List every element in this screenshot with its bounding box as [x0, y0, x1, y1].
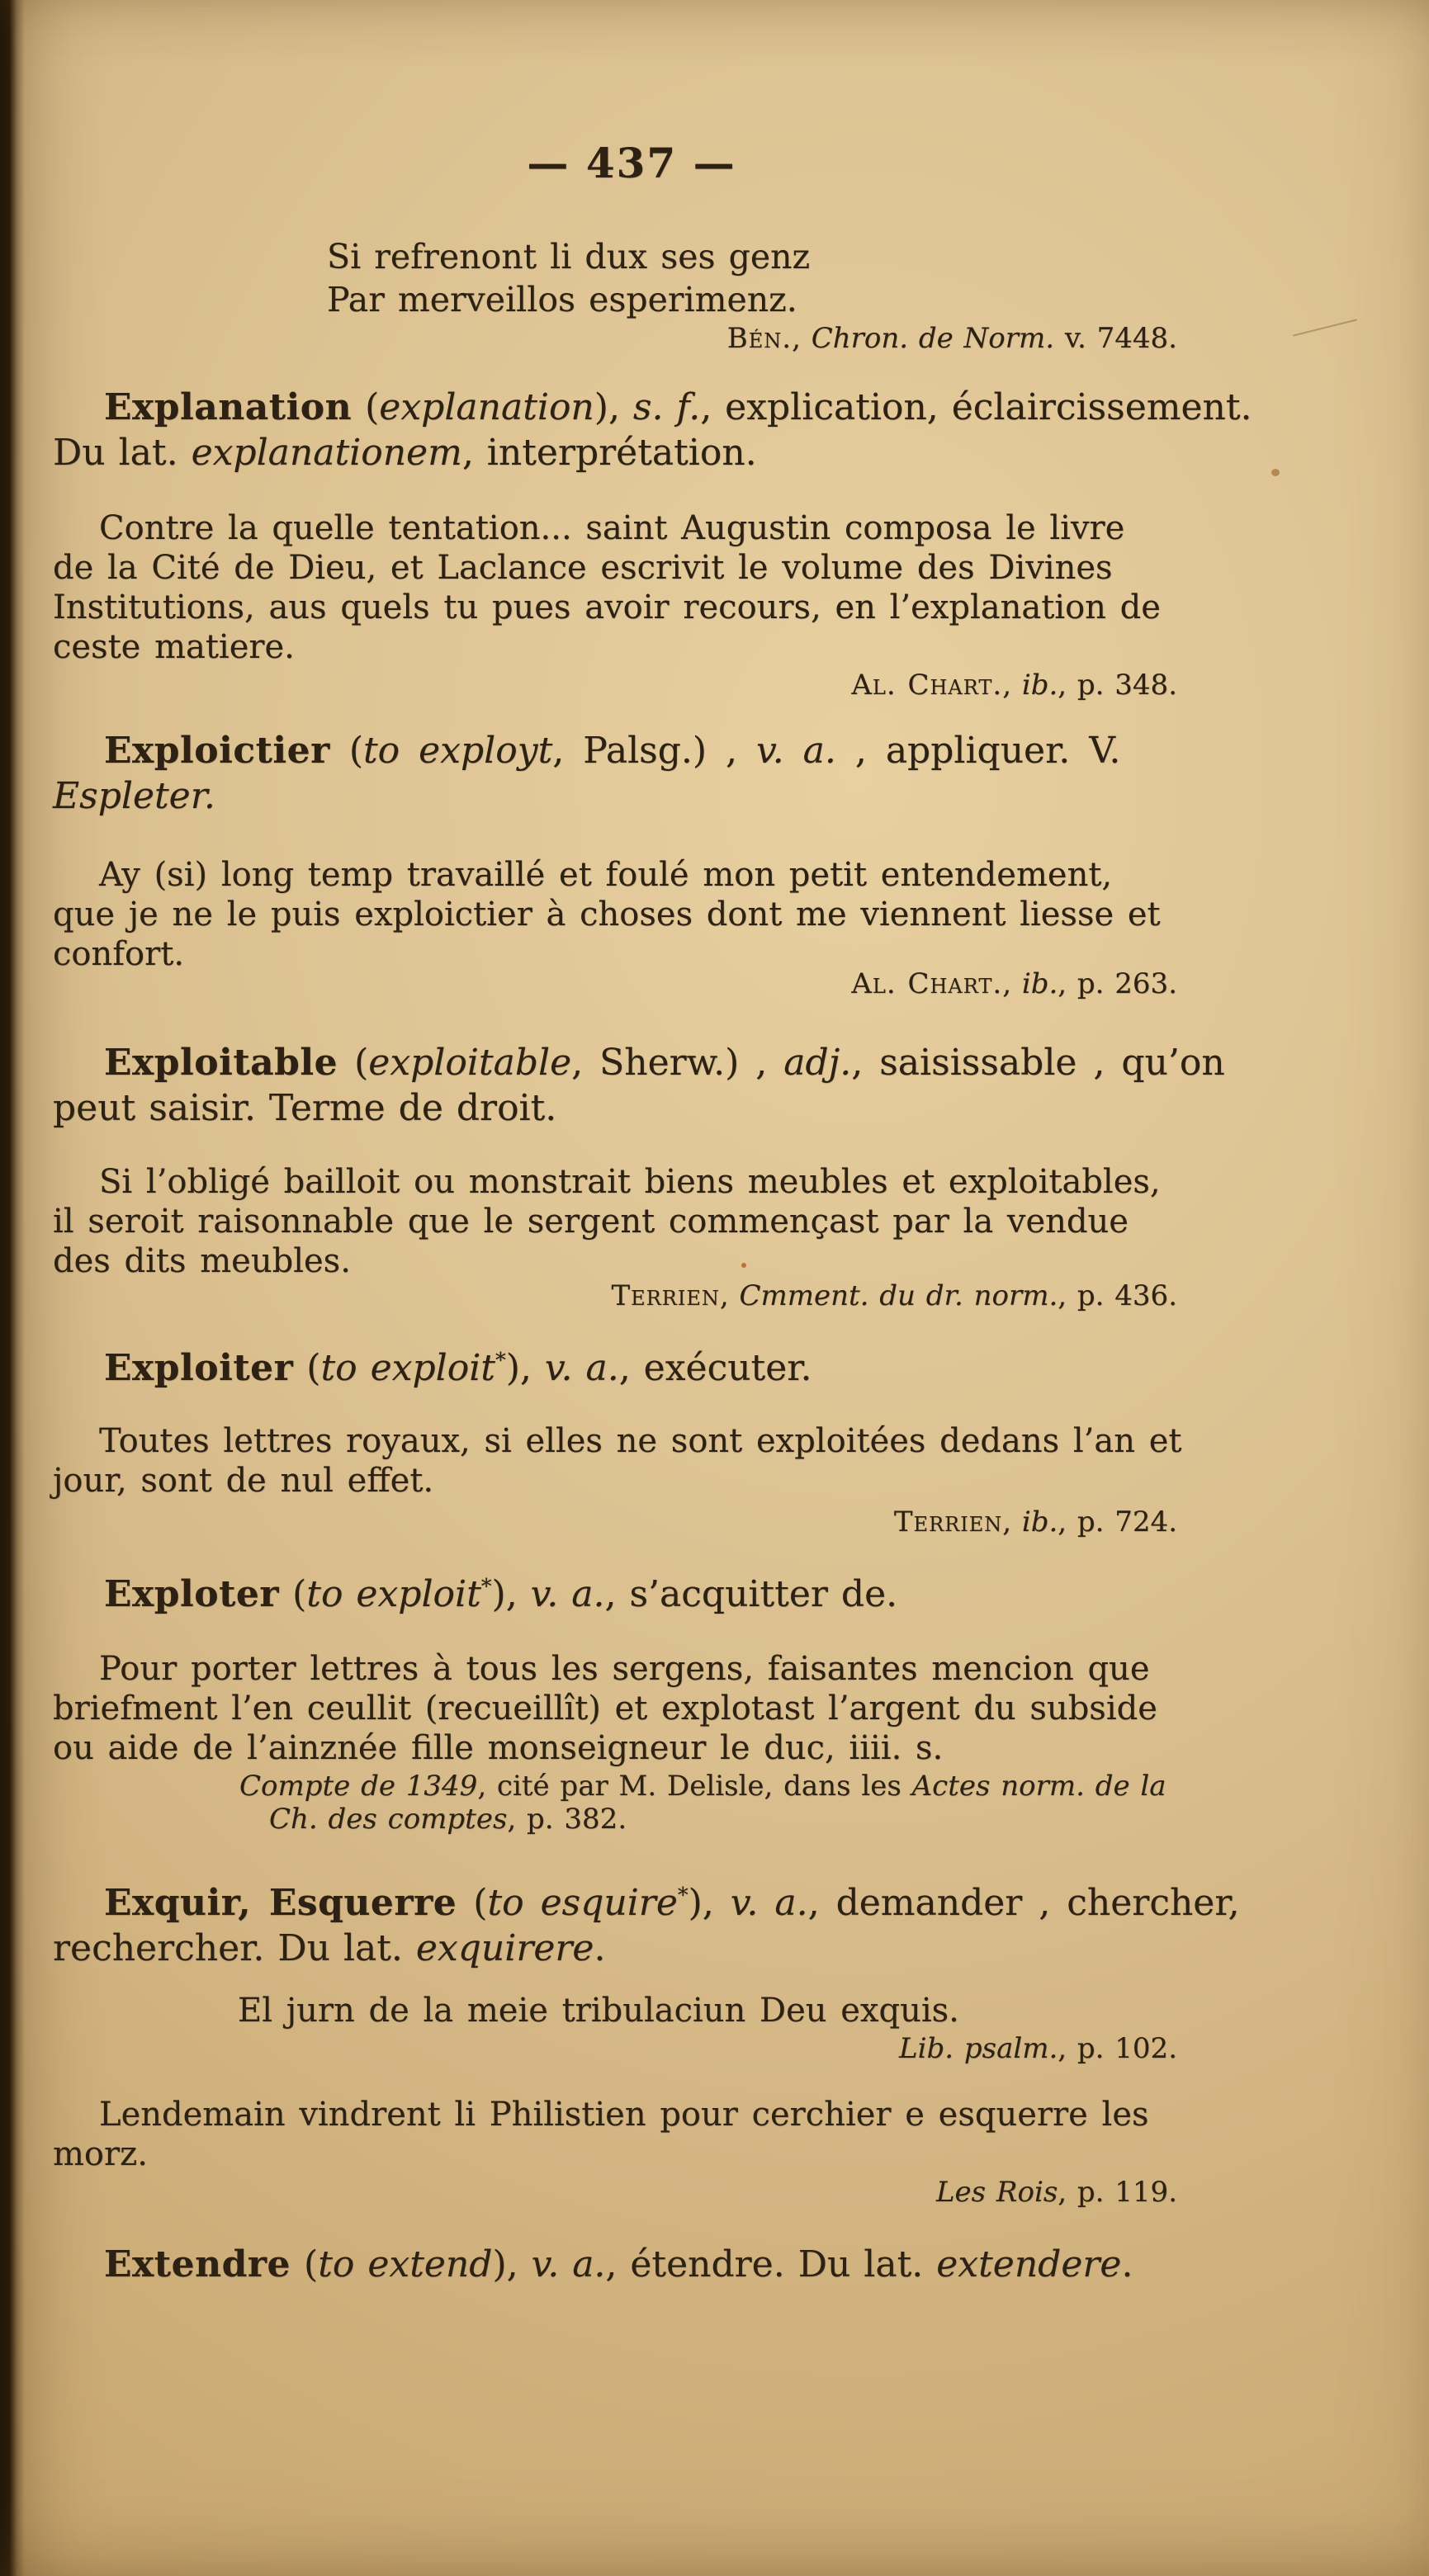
entry-line: [53, 1926, 1210, 1971]
entry-text: (: [279, 1573, 307, 1615]
citation-work: Compte de 1349: [239, 1770, 478, 1803]
citation-page-ref: , p. 436.: [1058, 1279, 1177, 1312]
citation-exploictier: [53, 967, 1210, 1000]
citation-line: [53, 967, 1210, 1000]
entry-foreign-word: to exploit: [306, 1573, 481, 1615]
entry-text: (: [293, 1347, 321, 1389]
citation-explanation: [53, 669, 1210, 702]
paper-scratch: [1293, 319, 1357, 336]
entry-text: ),: [491, 1573, 531, 1615]
grammar-label: v. a.: [531, 2243, 606, 2285]
citation-author: Terrien: [893, 1505, 1003, 1539]
verse-line: El jurn de la meie tribulaciun Deu exquis.: [238, 1992, 959, 2030]
headword: Exquir, Esquerre: [104, 1882, 457, 1924]
quote-line: morz.: [53, 2135, 148, 2173]
entry-line: [53, 1572, 1210, 1617]
quote-exploitable: [53, 1162, 1210, 1281]
citation-author: Al. Chart.: [851, 967, 1003, 1000]
headword: Explanation: [104, 386, 353, 428]
entry-text: peut saisir. Terme de droit.: [53, 1087, 557, 1129]
entry-text: , explication, éclaircissement.: [700, 386, 1252, 428]
entry-line: [53, 1040, 1225, 1085]
grammar-label: v. a.: [730, 1882, 808, 1924]
entry-text: , saisissable , qu’on: [851, 1042, 1225, 1084]
quote-line: Toutes lettres royaux, si elles ne sont exploitées dedans l’an et: [99, 1422, 1182, 1460]
entry-line: [53, 2242, 1210, 2287]
grammar-label: v. a.: [530, 1573, 605, 1615]
entry-foreign-word: to extend: [318, 2243, 493, 2285]
citation-line: [53, 322, 1210, 355]
quote-line: Ay (si) long temp travaillé et foulé mon petit entendement,: [99, 856, 1113, 894]
footnote-star: *: [677, 1883, 688, 1908]
citation-line: [53, 669, 1210, 702]
grammar-label: adj.: [783, 1042, 852, 1084]
quote-line: il seroit raisonnable que le sergent commençast par la vendue: [53, 1203, 1129, 1241]
quote-line: Lendemain vindrent li Philistien pour cerchier e esquerre les: [99, 2096, 1149, 2134]
etymology-word: explanationem: [191, 432, 462, 474]
citation-work: Les Rois: [935, 2176, 1058, 2209]
quote-line: Si l’obligé bailloit ou monstrait biens meubles et exploitables,: [99, 1163, 1161, 1201]
entry-exploter: [53, 1572, 1210, 1617]
entry-text: .: [1121, 2243, 1133, 2285]
entry-text: rechercher. Du lat.: [53, 1927, 416, 1969]
cross-reference: Espleter.: [53, 775, 215, 817]
entry-text: , Palsg.) ,: [552, 730, 757, 772]
verse-line: Par merveillos esperimenz.: [327, 280, 797, 319]
citation-line: [53, 1279, 1210, 1312]
quote-exploter: [53, 1649, 1210, 1768]
entry-text: , Sherw.) ,: [571, 1042, 784, 1084]
citation-text: ,: [1002, 967, 1022, 1000]
citation-text: ,: [1002, 669, 1022, 702]
etymology-word: extendere: [936, 2243, 1122, 2285]
citation-page-ref: , p. 119.: [1058, 2176, 1177, 2209]
grammar-label: s. f.: [632, 386, 701, 428]
headword: Exploter: [104, 1573, 280, 1615]
quote-line: de la Cité de Dieu, et Laclance escrivit le volume des Divines: [53, 549, 1113, 587]
entry-line: [53, 1085, 1210, 1131]
quote-line: des dits meubles.: [53, 1242, 351, 1280]
citation-work: ib.: [1021, 1505, 1058, 1539]
entry-text: , s’acquitter de.: [604, 1573, 898, 1615]
entry-extendre: [53, 2242, 1210, 2287]
verse-line: Si refrenont li dux ses genz: [327, 237, 811, 277]
quote-exquir-verse: [53, 1991, 1210, 2030]
entry-text: ),: [688, 1882, 731, 1924]
headword: Exploictier: [104, 730, 330, 772]
grammar-label: v. a.: [544, 1347, 619, 1389]
entry-text: , interprétation.: [461, 432, 757, 474]
entry-text: ),: [505, 1347, 545, 1389]
citation-exquir-2: [53, 2176, 1210, 2209]
citation-line: [53, 2176, 1210, 2209]
entry-text: ),: [492, 2243, 532, 2285]
quote-line: Institutions, aus quels tu pues avoir recours, en l’explanation de: [53, 588, 1161, 626]
quote-line: Contre la quelle tentation... saint Augustin composa le livre: [99, 509, 1125, 547]
citation-line: [53, 1770, 1210, 1803]
quote-line: confort.: [53, 935, 185, 973]
entry-explanation: [53, 385, 1252, 475]
entry-text: ),: [594, 386, 633, 428]
entry-line: [53, 430, 1210, 475]
entry-text: , exécuter.: [618, 1347, 812, 1389]
citation-author: Al. Chart.: [851, 669, 1003, 702]
entry-line: [53, 1880, 1240, 1926]
entry-text: Du lat.: [53, 432, 192, 474]
citation-author: Bén.: [726, 322, 793, 355]
citation-work: Cmment. du dr. norm.: [739, 1279, 1058, 1312]
citation-page-ref: , p. 263.: [1058, 967, 1177, 1000]
entry-line: [53, 773, 1210, 819]
citation-text: ,: [792, 322, 812, 355]
quote-line: ou aide de l’ainznée fille monseigneur le duc, iiii. s.: [53, 1729, 944, 1767]
entry-exploitable: [53, 1040, 1225, 1131]
headword: Extendre: [104, 2243, 291, 2285]
citation-page-ref: v. 7448.: [1054, 322, 1177, 355]
citation-author: Terrien: [611, 1279, 720, 1312]
entry-exploictier: [53, 728, 1210, 819]
citation-text: , cité par M. Delisle, dans les: [477, 1770, 912, 1803]
entry-line: [53, 1345, 1210, 1391]
entry-text: (: [329, 730, 363, 772]
entry-line: [53, 385, 1252, 430]
epigraph-citation: [53, 322, 1210, 355]
entry-foreign-word: to esquire: [487, 1882, 678, 1924]
citation-work: ib.: [1021, 967, 1058, 1000]
page-number: — 437 —: [527, 139, 736, 187]
entry-text: (: [338, 1042, 369, 1084]
footnote-star: *: [494, 1348, 506, 1373]
quote-line: jour, sont de nul effet.: [53, 1462, 434, 1500]
entry-foreign-word: to exploit: [320, 1347, 495, 1389]
citation-exploitable: [53, 1279, 1210, 1312]
citation-text: ,: [719, 1279, 740, 1312]
citation-page-ref: , p. 102.: [1058, 2032, 1177, 2065]
quote-explanation: [53, 508, 1210, 667]
entry-text: (: [291, 2243, 319, 2285]
paper-speck: [1271, 469, 1280, 476]
entry-text: , appliquer. V.: [835, 730, 1121, 772]
footnote-star: *: [480, 1574, 492, 1600]
citation-line: [53, 1505, 1210, 1539]
citation-exquir-1: [53, 2032, 1210, 2065]
entry-foreign-word: exploitable: [368, 1042, 572, 1084]
citation-work: Ch. des comptes: [269, 1803, 508, 1836]
entry-text: (: [457, 1882, 488, 1924]
entry-exploiter: [53, 1345, 1210, 1391]
entry-text: .: [594, 1927, 606, 1969]
entry-foreign-word: to exployt: [362, 730, 553, 772]
citation-page-ref: , p. 382.: [507, 1803, 627, 1836]
entry-line: [53, 728, 1210, 773]
citation-page-ref: , p. 348.: [1058, 669, 1177, 702]
grammar-label: v. a.: [756, 730, 836, 772]
citation-work: ib.: [1021, 669, 1058, 702]
entry-text: , étendre. Du lat.: [605, 2243, 937, 2285]
quote-line: Pour porter lettres à tous les sergens, faisantes mencion que: [99, 1650, 1150, 1688]
quote-line: que je ne le puis exploictier à choses dont me viennent liesse et: [53, 896, 1161, 934]
citation-page-ref: , p. 724.: [1058, 1505, 1177, 1539]
epigraph: [53, 235, 1210, 321]
quote-line: ceste matiere.: [53, 628, 295, 666]
citation-work: Lib. psalm.: [899, 2032, 1058, 2065]
entry-exquir: [53, 1880, 1240, 1971]
entry-foreign-word: explanation: [379, 386, 594, 428]
citation-work: Actes norm. de la: [911, 1770, 1166, 1803]
quote-exploiter: [53, 1421, 1210, 1501]
citation-work: Chron. de Norm.: [811, 322, 1055, 355]
quote-exploictier: [53, 855, 1210, 974]
headword: Exploiter: [104, 1347, 294, 1389]
citation-line: [53, 1803, 1210, 1836]
quote-exquir-2: [53, 2095, 1210, 2174]
citation-exploter: [53, 1770, 1210, 1836]
citation-text: ,: [1002, 1505, 1022, 1539]
entry-text: (: [352, 386, 380, 428]
citation-line: [53, 2032, 1210, 2065]
headword: Exploitable: [104, 1042, 338, 1084]
etymology-word: exquirere: [415, 1927, 594, 1969]
page-header: [53, 139, 1210, 188]
quote-line: briefment l’en ceullit (recueillît) et explotast l’argent du subside: [53, 1690, 1157, 1728]
page-spine-shadow: [0, 0, 25, 2576]
citation-exploiter: [53, 1505, 1210, 1539]
entry-text: , demander , chercher,: [807, 1882, 1240, 1924]
